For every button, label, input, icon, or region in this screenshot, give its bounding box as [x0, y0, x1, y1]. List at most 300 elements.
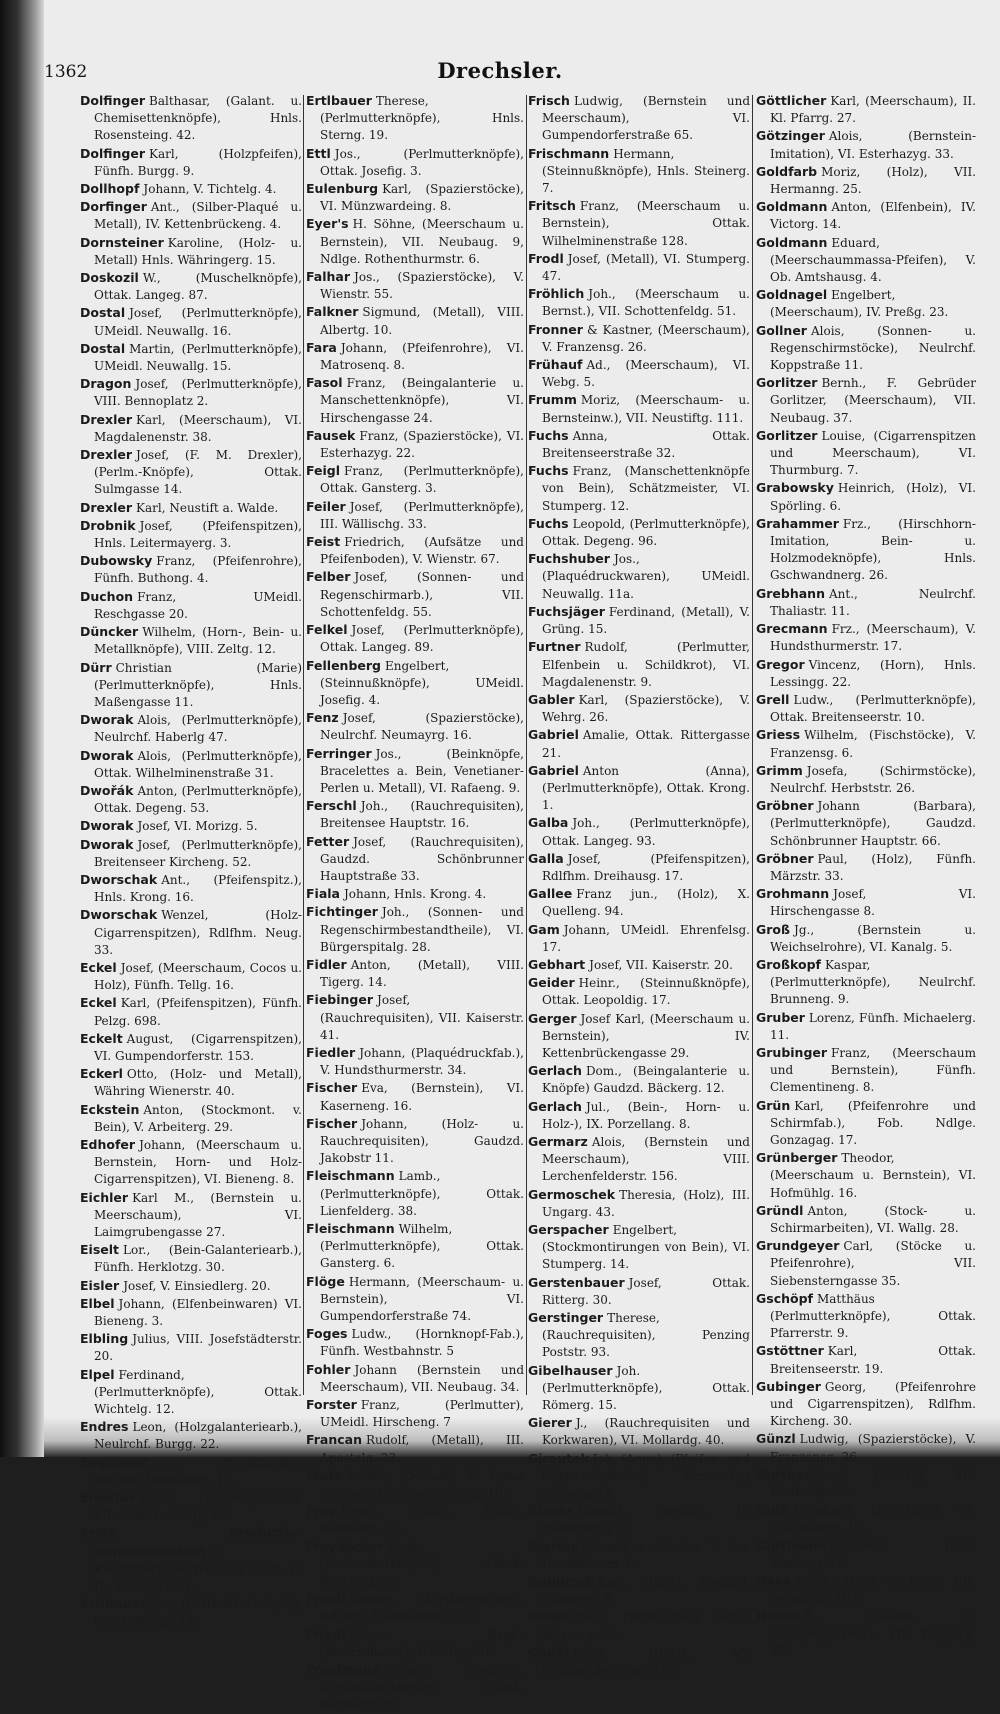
directory-entry [528, 921, 750, 956]
entry-details: Josef, (Metall), VI. Stumperg. 47. [542, 251, 750, 284]
directory-entry [80, 304, 302, 339]
entry-details: Johann (Barbara), (Perlmutterknöpfe), Gaudzd. Schönbrunner Hauptstr. 66. [770, 799, 976, 848]
directory-entry [306, 991, 524, 1044]
directory-entry [756, 286, 976, 321]
directory-entry [756, 885, 976, 920]
directory-entry [528, 956, 750, 974]
entry-details: Julius, VIII. Josefstädterstr. 20. [94, 1332, 302, 1364]
entry-details: Josefa, (Schirmstöcke), Neulrchf. Herbststr. 26. [770, 763, 976, 795]
entry-details: Franz, (Manschettenknöpfe von Bein), Schätzmeister, VI. Stumperg. 12. [542, 464, 750, 513]
directory-entry [80, 269, 302, 304]
entry-details: Wilhelm, (Fischstöcke), V. Franzensg. 6. [770, 728, 976, 760]
entry-details: Johann, UMeidl. Ehrenfelsg. 17. [542, 922, 750, 954]
directory-entry [756, 198, 976, 233]
entry-name: Dworschak [80, 907, 158, 923]
directory-entry [306, 956, 524, 991]
entry-name: Fleischmann [306, 1168, 395, 1184]
entry-details: Jos., (Perlmutterknöpfe), Ottak. Waitg. 43. [94, 1597, 302, 1629]
entry-details: Matthäus (Perlmutterknöpfe), Ottak. Pfarrerstr. 9. [770, 1291, 976, 1341]
entry-details: August, (Cigarrenspitzen), VI. Gumpendorferstr. 153. [94, 1031, 302, 1063]
directory-entry [528, 1573, 750, 1608]
directory-entry [756, 1097, 976, 1150]
entry-details: Anton, (Stock- u. Schirmarbeiten), VI. Wallg. 28. [770, 1203, 976, 1235]
entry-details: Anton, (Perlmutterknöpfe), Ottak. Degeng. 53. [94, 783, 302, 816]
directory-entry [756, 956, 976, 1009]
entry-name: Dwořák [80, 782, 134, 798]
entry-details: Amalie, Ottak. Rittergasse 21. [542, 728, 750, 760]
entry-details: Johann, (Klystierspitzen), Rdlfhm. Eisenbahnstr. 15. [320, 1592, 524, 1624]
entry-name: Fischer [306, 1080, 358, 1096]
entry-name: Gödel [528, 1644, 569, 1660]
directory-entry [756, 92, 976, 127]
entry-name: Furtner [528, 639, 581, 655]
entry-details: Christian (Marie) (Perlmutterknöpfe), Hnls. Maßengasse 11. [94, 660, 302, 709]
directory-entry [306, 498, 524, 533]
directory-entry [528, 1538, 750, 1573]
entry-name: Fasol [306, 375, 343, 391]
entry-name: Glatter [528, 1538, 578, 1554]
entry-name: Frumm [528, 392, 577, 408]
entry-name: Fratz [306, 1467, 342, 1483]
entry-name: Fischer [306, 1115, 358, 1131]
directory-entry [306, 568, 524, 621]
directory-entry [756, 163, 976, 198]
entry-details: Markus, (Metall), II. Hermineng. 9. [542, 1504, 750, 1536]
directory-entry [80, 1366, 302, 1419]
entry-name: Dürr [80, 659, 112, 675]
entry-name: Friedl [306, 1591, 346, 1607]
entry-details: Josef, Ottak. Ritterg. 30. [542, 1275, 750, 1307]
entry-details: Eduard, a. Nadler, V. Am Hundsthurm 4. [542, 1539, 750, 1571]
directory-entry [80, 747, 302, 782]
entry-name: Grebhann [756, 585, 825, 601]
entry-name: Friedmann [306, 1662, 381, 1678]
directory-entry [80, 1330, 302, 1365]
entry-name: Francan [306, 1432, 362, 1448]
entry-details: Johann, (Holz- u. Rauchrequisiten), Gaudzd. Jakobstr 11. [320, 1116, 524, 1166]
entry-details: Karl, (Spazierstöcke), V. Wehrg. 26. [542, 692, 750, 725]
entry-details: Balthasar, (Galant. u. Chemisettenknöpfe), Hnls. Rosensteing. 42. [94, 94, 302, 143]
directory-entry [528, 1362, 750, 1415]
directory-entry [756, 921, 976, 956]
directory-entry [80, 906, 302, 959]
entry-name: Drexler [80, 447, 133, 463]
entry-details: Franz jun., (Holz), X. Quelleng. 94. [542, 887, 750, 919]
entry-name: Ertlbauer [80, 1596, 146, 1612]
entry-details: Frz., (Meerschaum), V. Hundsthurmerstr. 17. [770, 622, 976, 654]
directory-entry [528, 285, 750, 320]
directory-entry [756, 515, 976, 585]
entry-name: Gjrautek [528, 1450, 589, 1466]
directory-entry [306, 180, 524, 215]
entry-details: Vincenz, (Horn), Hnls. Lessingg. 22. [770, 657, 976, 689]
entry-name: Dolfinger [80, 145, 146, 161]
entry-details: Amalie, (Metall), F. Ignaz Sommer, V. Schwarzhorng. 10. [320, 1468, 524, 1501]
entry-name: Goder [528, 1609, 571, 1625]
entry-details: Rudolf, (Perlmutter, Elfenbein u. Schildkrot), VI. Magdalenenstr. 9. [542, 640, 750, 689]
entry-details: Ludw., (Perlmutterknöpfe), Ottak. Breitenseerstr. 10. [770, 692, 976, 725]
entry-name: Frodl [528, 250, 564, 266]
entry-details: Alois, (Perlmutterknöpfe), Neulrchf. Haberlg 47. [94, 713, 302, 745]
entry-name: Gründl [756, 1202, 804, 1218]
entry-details: Josef Karl, (Meerschaum u. Bernstein), IV. Kettenbrückengasse 29. [542, 1011, 750, 1060]
directory-entry [306, 709, 524, 744]
entry-details: Anton (Anna), (Perlmutterknöpfe), Ottak. Krong. 1. [542, 763, 750, 813]
entry-details: d. Knopfdrechsler Wiens, r. G. m. b. H., in Ottakring. [94, 1544, 302, 1594]
directory-entry [306, 1590, 524, 1625]
directory-entry [528, 1133, 750, 1186]
entry-details: Franz, (Meerschaum u. Bernstein), Ottak. Wilhelminenstraße 128. [542, 199, 750, 248]
entry-details: Johann, Hnls. Krong. 4. [343, 887, 487, 902]
entry-details: Karl, (Pfeifenrohre und Schirmfab.), Fob. Ndlge. Gonzagag. 17. [770, 1098, 976, 1147]
column-rule [752, 95, 753, 1395]
entry-name: Edhofer [80, 1136, 136, 1152]
entry-details: Franz, (Perlmutterknöpfe), Ottak. Gansterg. 3. [320, 464, 524, 496]
entry-name: Grubinger [756, 1044, 828, 1060]
entry-details: Johann, (Elfenbeinwaren) VI. Bieneng. 3. [94, 1296, 302, 1329]
entry-name: Eyer's [306, 216, 349, 232]
entry-details: Louise, (Cigarrenspitzen und Meerschaum), VI. Thurmburg. 7. [770, 428, 976, 478]
entry-details: Josef, (Rauchrequisiten), VII. Kaiserstr. 41. [320, 993, 524, 1042]
entry-name: Ferschl [306, 798, 357, 814]
directory-entry [756, 1572, 976, 1607]
directory-entry [80, 1454, 302, 1489]
directory-entry [80, 375, 302, 410]
entry-name: Germoschek [528, 1186, 616, 1202]
directory-entry [80, 817, 302, 835]
entry-name: Fuchs [528, 427, 569, 443]
directory-entry [756, 1149, 976, 1202]
entry-details: Therese, (Rauchrequisiten), Penzing Poststr. 93. [542, 1311, 750, 1360]
directory-entry [756, 850, 976, 885]
directory-entry [528, 321, 750, 356]
entry-details: Eva, (Bernstein), VI. Kaserneng. 16. [320, 1081, 524, 1113]
directory-entry [80, 1065, 302, 1100]
directory-entry [528, 1450, 750, 1503]
entry-details: Karl M., (Bernstein u. Meerschaum), VI. Laimgrubengasse 27. [94, 1190, 302, 1239]
entry-details: Alois, (Perlmutterknöpfe), Ottak. Wichtelg. 25. [320, 1539, 524, 1589]
directory-entry [528, 1010, 750, 1063]
entry-details: Josef, (Perlmutterknöpfe), Ottak. Langeg. 89. [320, 623, 524, 655]
entry-name: Fara [306, 339, 337, 355]
entry-details: Eduard, (Meerschaummassa-Pfeifen), V. Ob. Amtshausg. 4. [770, 235, 976, 285]
entry-name: Gubinger [756, 1378, 821, 1394]
entry-name: Grell [756, 691, 790, 707]
entry-name: Frey [306, 1503, 337, 1519]
entry-details: Karl, Neustift a. Walde. [136, 500, 279, 515]
entry-name: Dostal [80, 305, 126, 321]
directory-entry [80, 959, 302, 994]
entry-name: Feiler [306, 498, 346, 514]
entry-name: Günzl [756, 1431, 796, 1447]
entry-name: Grün [756, 1097, 791, 1113]
entry-name: Griess [756, 727, 801, 743]
entry-name: Haas [756, 1573, 791, 1589]
entry-name: Elbel [80, 1295, 115, 1311]
entry-details: Ant., (Silber-Plaqué u. Metall), IV. Kettenbrückeng. 4. [94, 200, 302, 232]
entry-name: Dubowsky [80, 553, 153, 569]
entry-details: Dom., (Beingalanterie u. Knöpfe) Gaudzd. Bäckerg. 12. [542, 1064, 750, 1096]
directory-entry [306, 1626, 524, 1661]
directory-entry [80, 411, 302, 446]
directory-entry [80, 994, 302, 1029]
directory-entry [528, 850, 750, 885]
directory-entry [528, 197, 750, 250]
entry-details: Joh., (Perlmutterknöpfe), Ottak. Langeg. 93. [542, 816, 750, 848]
entry-details: Moriz, (Meerschaum- u. Bernsteinw.), VII. Neustiftg. 111. [542, 393, 750, 425]
directory-entry [80, 1136, 302, 1189]
entry-name: Fuchs [528, 463, 569, 479]
entry-details: Lor., (Bein-Galanteriearb.), Fünfh. Herklotzg. 30. [94, 1243, 302, 1275]
entry-name: Gallee [528, 886, 573, 902]
entry-details: Karl, (Holz), Gaudzd. Gärtnerg. 8. [542, 1575, 750, 1607]
entry-name: Grundgeyer [756, 1238, 840, 1254]
entry-details: Alois, (Bernstein und Meerschaum), VIII. Lerchenfelderstr. 156. [542, 1134, 750, 1184]
entry-details: Josef, (Spazierstöcke), Neulrchf. Neumayrg. 16. [320, 711, 524, 743]
entry-details: Franz, (Pfeifenrohre), Fünfh. Buthong. 4. [94, 554, 302, 586]
entry-details: Wilhelm, (Perlmutterknöpfe), Ottak. Gansterg. 6. [320, 1222, 524, 1271]
directory-entry [528, 638, 750, 691]
directory-entry [80, 588, 302, 623]
entry-details: Anton, (Metall), VIII. Tigerg. 14. [320, 957, 524, 990]
directory-column-2 [306, 92, 524, 1712]
entry-name: Gam [528, 921, 560, 937]
entry-details: Karl, (Pfeifenspitzen), Fünfh. Pelzg. 698. [94, 996, 302, 1028]
directory-entry [756, 1607, 976, 1660]
entry-name: Fiedler [306, 1044, 356, 1060]
entry-name: Falkner [306, 304, 359, 320]
entry-details: Jos., (Beinknöpfe, Bracelettes a. Bein, Venetianer-Perlen u. Metall), VI. Rafaeng. 9. [320, 746, 524, 795]
directory-entry [80, 1241, 302, 1276]
entry-details: Josef, (F. M. Drexler), (Perlm.-Knöpfe), Ottak. Sulmgasse 14. [94, 448, 302, 497]
directory-entry [306, 745, 524, 798]
entry-details: Engelbert, (Meerschaum), IV. Preßg. 23. [770, 288, 949, 320]
directory-entry [80, 180, 302, 198]
entry-name: Goldfarb [756, 163, 818, 179]
entry-name: Haase [756, 1608, 800, 1624]
entry-details: Joh., (Meerschaum u. Bernst.), VII. Schottenfeldg. 51. [542, 287, 750, 319]
directory-entry [756, 1537, 976, 1572]
entry-name: Fausek [306, 427, 356, 443]
entry-name: Gstöttner [756, 1343, 824, 1359]
directory-entry [756, 585, 976, 620]
entry-details: Josef, VII. Kaiserstr. 20. [589, 957, 733, 972]
entry-name: Fuchsjäger [528, 603, 605, 619]
directory-entry [306, 1538, 524, 1591]
entry-details: Josef, (Perlmutterknöpfe), III. Wällischg. 33. [320, 499, 524, 531]
directory-entry [528, 885, 750, 920]
entry-name: Gibelhauser [528, 1362, 613, 1378]
entry-details: Anton, (Elfenbein), IV. Victorg. 14. [770, 200, 976, 232]
entry-name: Gabriel [528, 727, 579, 743]
directory-entry [306, 268, 524, 303]
directory-entry [756, 1044, 976, 1097]
entry-name: Doskozil [80, 270, 139, 286]
entry-name: Gröbner [756, 850, 814, 866]
entry-name: Forster [306, 1397, 357, 1413]
entry-name: Englinger [80, 1454, 148, 1470]
directory-entry [306, 1396, 524, 1431]
entry-name: Ettl [306, 145, 331, 161]
entry-details: Hermann, (Steinnußknöpfe), Hnls. Steinerg. 7. [542, 146, 750, 196]
entry-name: Grimm [756, 762, 803, 778]
entry-name: Gorlitzer [756, 375, 818, 391]
entry-details: Rudolf, (Metall), III. Apostelg. 23. [320, 1433, 524, 1465]
entry-name: Goldmann [756, 199, 828, 215]
directory-entry [528, 391, 750, 426]
directory-entry [80, 1418, 302, 1453]
entry-details: Karl, (Meerschaum), VI. Magdalenenstr. 38. [94, 412, 302, 444]
entry-details: Moriz, (Holz), VII. Hermanng. 25. [770, 164, 976, 197]
entry-name: Gerstenbauer [528, 1274, 625, 1290]
directory-entry [306, 621, 524, 656]
directory-entry [80, 782, 302, 817]
directory-entry [756, 620, 976, 655]
entry-name: Düncker [80, 624, 139, 640]
entry-name: Elbling [80, 1331, 129, 1347]
entry-name: Drexler [80, 411, 133, 427]
entry-details: Josef, VI. Hirschengasse 8. [770, 887, 976, 919]
directory-entry [80, 1524, 302, 1595]
directory-entry [306, 145, 524, 180]
entry-name: Eisler [80, 1277, 120, 1293]
entry-name: Gerger [528, 1010, 577, 1026]
entry-name: Gabler [528, 691, 575, 707]
directory-entry [80, 499, 302, 517]
directory-entry [528, 462, 750, 515]
directory-entry [528, 974, 750, 1009]
directory-entry [528, 550, 750, 603]
entry-details: Josef, (Pfeifenspitzen), Rdlfhm. Dreihausg. 17. [542, 851, 750, 883]
entry-name: Duchon [80, 588, 134, 604]
entry-details: Bernh., F. Gebrüder Gorlitzer, (Meerschaum), VII. Neubaug. 37. [770, 376, 976, 425]
entry-name: Eckelt [80, 1030, 123, 1046]
directory-entry [80, 711, 302, 746]
entry-name: Fichtinger [306, 904, 378, 920]
entry-name: Guth [756, 1502, 791, 1518]
directory-entry [528, 427, 750, 462]
entry-name: Gruber [756, 1009, 805, 1025]
directory-entry [80, 1595, 302, 1630]
directory-entry [306, 1167, 524, 1220]
directory-entry [756, 1501, 976, 1536]
directory-entry [756, 762, 976, 797]
entry-name: Gerlach [528, 1098, 582, 1114]
entry-name: Foges [306, 1326, 348, 1342]
directory-entry [80, 145, 302, 180]
entry-name: Erselius [80, 1490, 136, 1506]
entry-details: Martin, (Perlmutterknöpfe), UMeidl. Neuwallg. 15. [94, 341, 302, 374]
entry-name: Götzinger [756, 128, 825, 144]
directory-entry [756, 374, 976, 427]
entry-details: Ant., (Pfeifenspitz.), Hnls. Krong. 16. [94, 872, 302, 905]
directory-entry [80, 871, 302, 906]
entry-name: Fleischmann [306, 1221, 395, 1236]
entry-name: Frühauf [528, 357, 583, 373]
directory-entry [756, 1237, 976, 1290]
entry-name: Dragon [80, 376, 132, 392]
entry-details: Josef, (Rauchrequisiten), Gaudzd. Schönbrunner Hauptstraße 33. [320, 834, 524, 883]
entry-details: Alois, (Bernstein-Imitation), VI. Esterhazyg. 33. [770, 129, 976, 161]
directory-entry [80, 623, 302, 658]
entry-details: Joh., (Sonnen- und Regenschirmbestandtheile), VI. Bürgerspitalg. 28. [320, 905, 524, 954]
entry-details: Josef, (Perlmutterknöpfe), UMeidl. Neuwallg. 16. [94, 306, 302, 338]
entry-name: Goldmann [756, 234, 828, 250]
entry-details: Karl, Ottak. Breitenseerstr. 19. [770, 1344, 976, 1376]
entry-details: Ferdinand, (Perlmutterknöpfe), Ottak. Wichtelg. 12. [94, 1367, 302, 1417]
entry-name: Eiselt [80, 1242, 120, 1258]
entry-details: Jg., (Bernstein u. Weichselrohre), VI. Kanalg. 5. [770, 922, 976, 954]
directory-entry [80, 234, 302, 269]
entry-details: Ferdinand, (Metall), V. Grüng. 15. [542, 604, 750, 637]
entry-name: Gebhart [528, 956, 586, 972]
directory-entry [756, 479, 976, 514]
entry-details: Sigmund, (Metall), VIII. Albertg. 10. [320, 305, 524, 337]
entry-name: Dworschak [80, 871, 158, 887]
entry-name: Großkopf [756, 956, 821, 972]
entry-details: Jul., (Bein-, Horn- u. Holz-), IX. Porzellang. 8. [542, 1099, 750, 1131]
directory-entry [80, 1277, 302, 1295]
directory-entry [756, 691, 976, 726]
entry-name: Eckstein [80, 1101, 140, 1117]
entry-details: Josef, (Perlmutterknöpfe), Breitenseer Kircheng. 52. [94, 837, 302, 869]
directory-entry [756, 127, 976, 162]
entry-details: Johann, V. Tichtelg. 4. [143, 182, 277, 197]
entry-details: Joh. (Perlmutterknöpfe), Ottak. Römerg. 15. [542, 1363, 750, 1413]
entry-name: Eckerl [80, 1066, 123, 1082]
entry-name: Fidler [306, 956, 347, 972]
entry-details: Anton, (Stockmont. v. Bein), V. Arbeiterg. 29. [94, 1102, 302, 1134]
entry-details: Josef, (Metall), VII. Neubaug. 56. [770, 1467, 976, 1500]
directory-entry [80, 92, 302, 145]
entry-details: Johann, (Plaquédruckfab.), V. Hundsthurmerstr. 34. [320, 1045, 524, 1078]
entry-name: Grahammer [756, 515, 839, 531]
entry-details: Ludwig, (Bernstein und Meerschaum), VI. Gumpendorferstraße 65. [542, 94, 750, 143]
entry-details: Frz., (Hirschhorn-Imitation, Bein- u. Holzmodeknöpfe), Hnls. Gschwandnerg. 26. [770, 516, 976, 583]
entry-name: Gollner [756, 322, 807, 338]
directory-entry [528, 356, 750, 391]
entry-name: Gerspacher [528, 1222, 609, 1237]
entry-details: Jos., (Spazierstöcke), V. Wienstr. 55. [320, 270, 524, 302]
entry-name: Feigl [306, 463, 341, 479]
directory-entry [528, 726, 750, 761]
entry-details: Wilhelm, (Horn-, Bein- u. Metallknöpfe), VIII. Zeltg. 12. [94, 625, 302, 657]
entry-name: Goldnagel [756, 287, 828, 303]
entry-name: Eckel [80, 959, 117, 975]
directory-entry [528, 762, 750, 815]
directory-entry [756, 427, 976, 480]
directory-entry [306, 1661, 524, 1714]
entry-name: Frisch [528, 93, 570, 108]
entry-name: Fronner [528, 321, 583, 337]
entry-name: Drexler [80, 499, 133, 515]
directory-entry [80, 446, 302, 499]
entry-details: Josef, V. Einsiedlerg. 20. [123, 1278, 271, 1293]
entry-name: Fetter [306, 833, 350, 849]
entry-details: Lamb., (Perlmutterknöpfe), Ottak. Lienfelderg. 38. [320, 1169, 524, 1218]
entry-details: Engelbert, (Stockmontirungen von Bein), VI. Stumperg. 14. [542, 1223, 750, 1272]
entry-details: Franz, (Meerschaum und Bernstein), Fünfh. Clementineng. 8. [770, 1045, 976, 1095]
directory-entry [306, 833, 524, 886]
entry-name: Dolfinger [80, 93, 146, 108]
directory-entry [528, 1608, 750, 1643]
entry-details: Karl, (Spazierstöcke), VI. Münzwardeing. 8. [320, 182, 524, 214]
directory-entry [756, 656, 976, 691]
entry-name: Drobnik [80, 517, 136, 533]
directory-entry [306, 1325, 524, 1360]
entry-name: Friedl [306, 1626, 346, 1642]
entry-details: Josef, (Pfeifenspitzen), Hnls. Leitermayerg. 3. [94, 518, 302, 551]
